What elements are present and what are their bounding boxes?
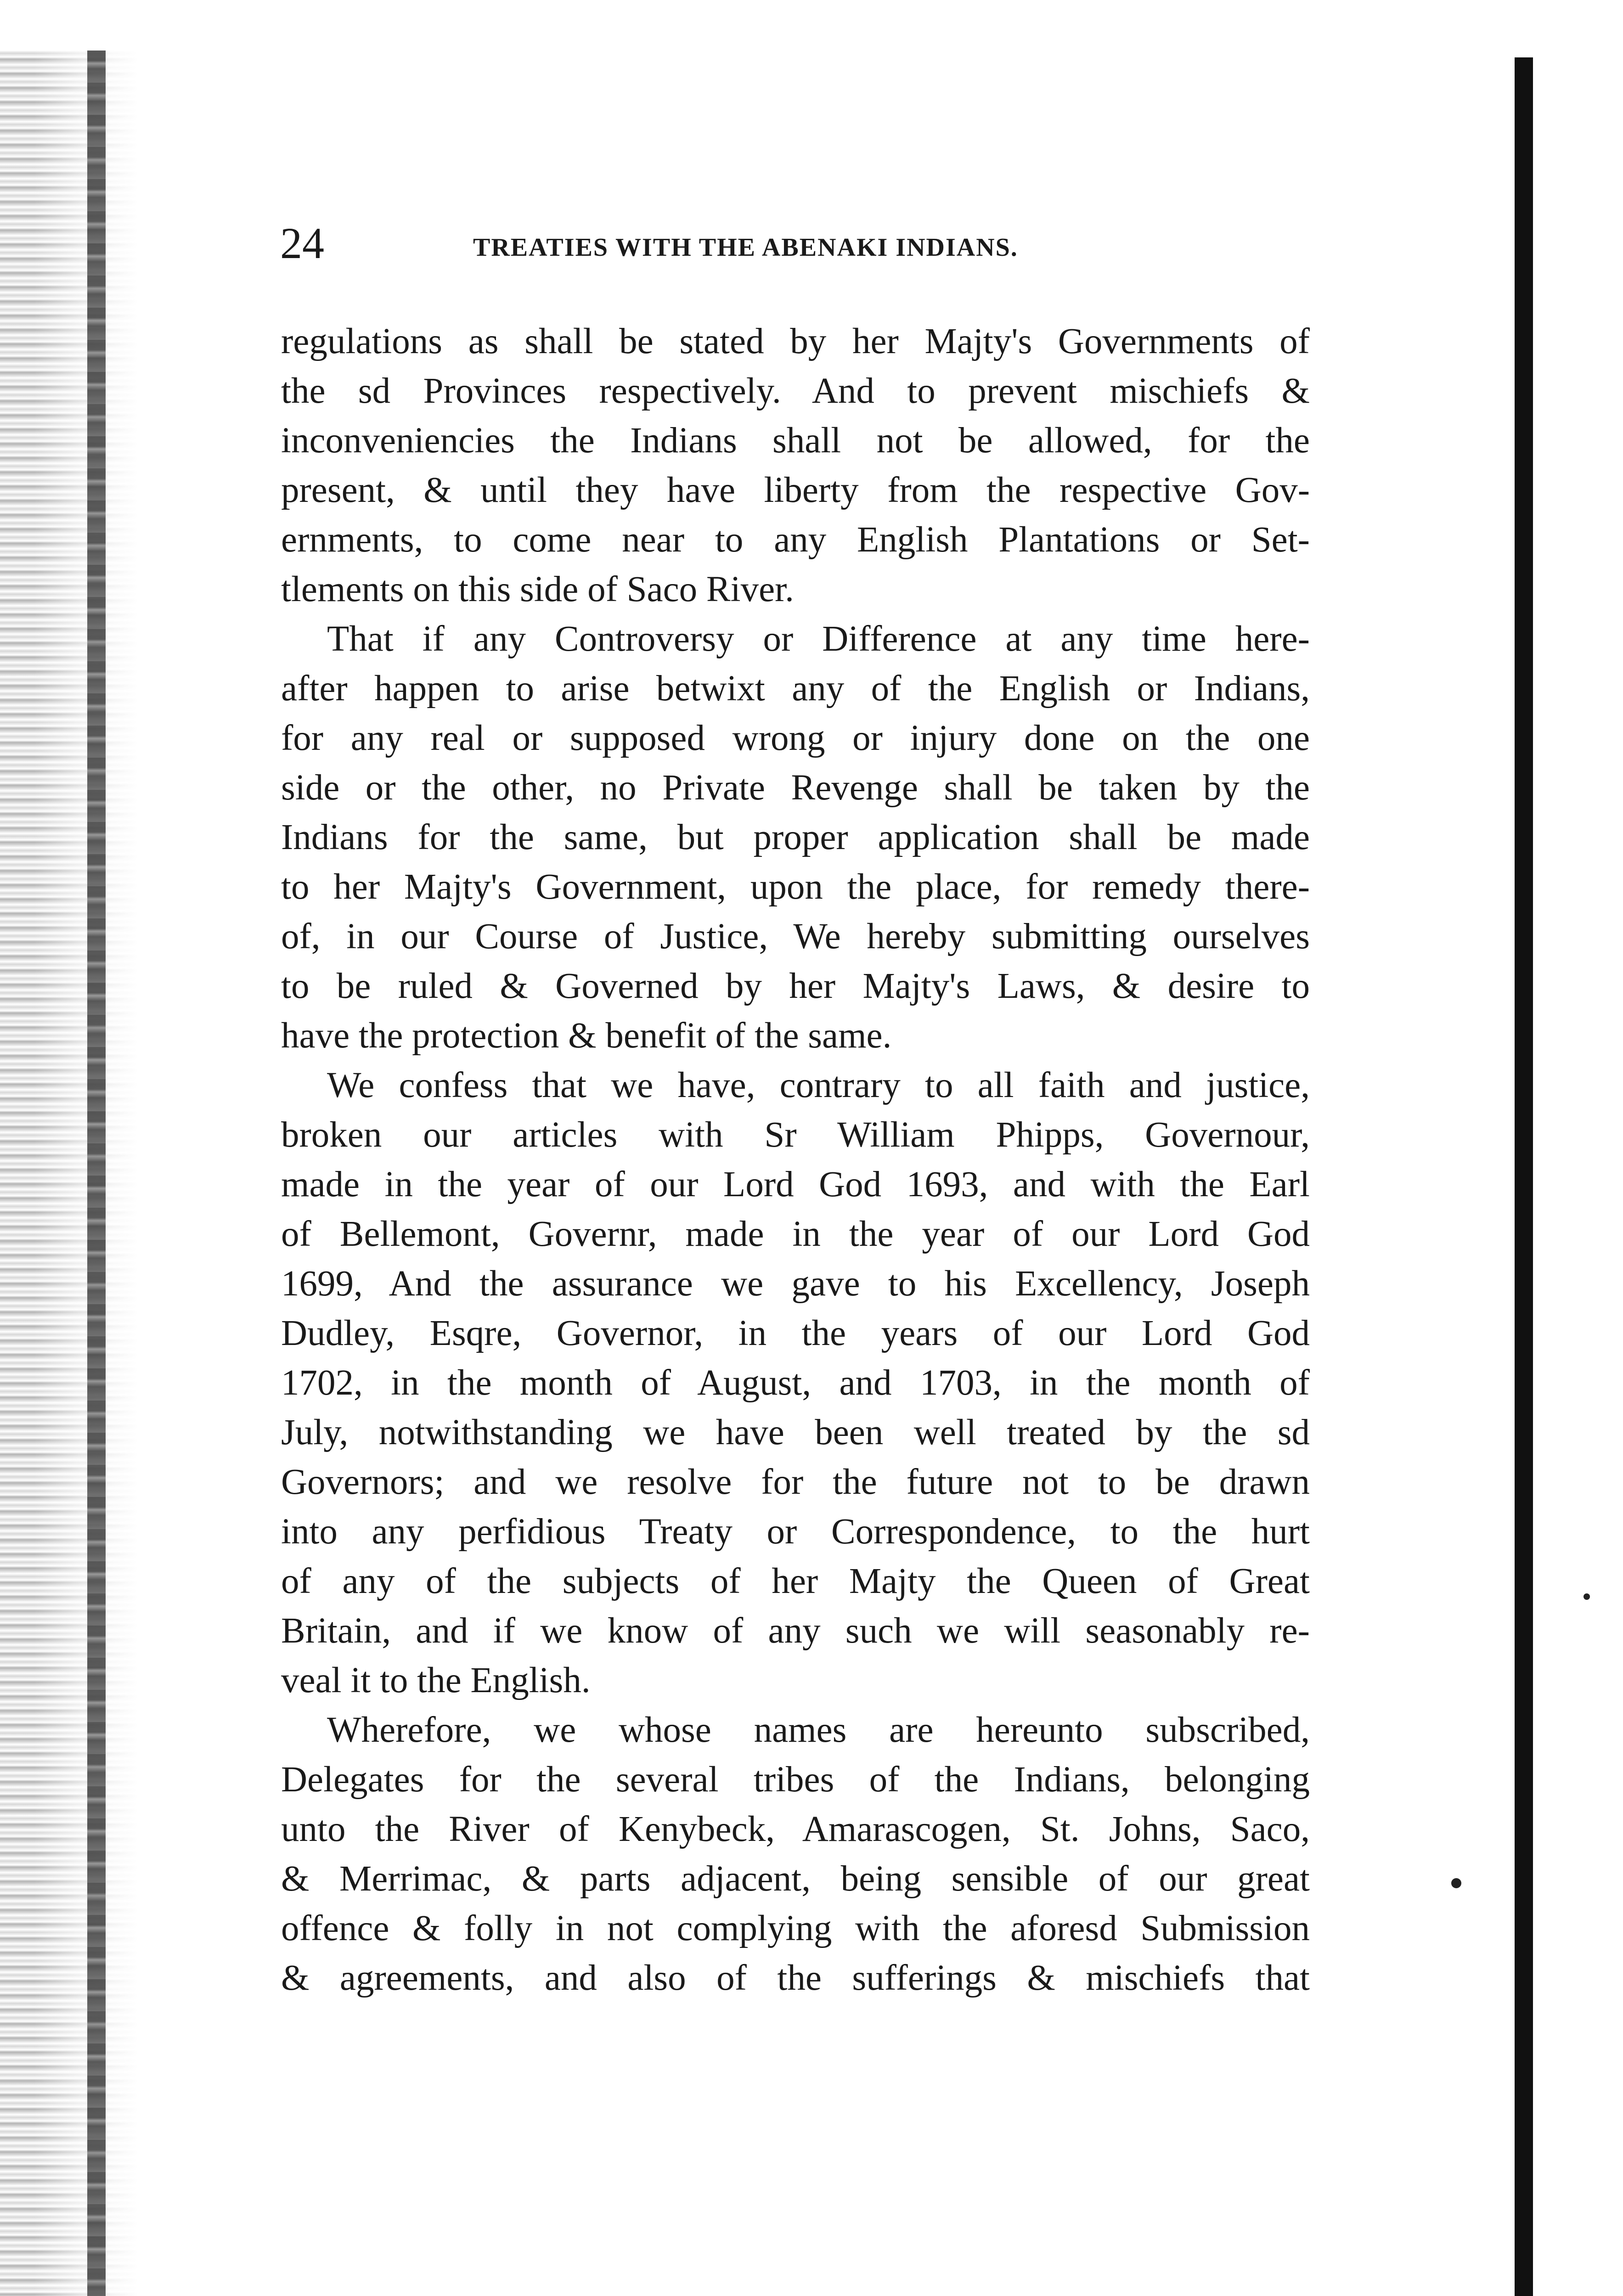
text-line: & Merrimac, & parts adjacent, being sensible of our great xyxy=(281,1859,1310,1899)
text-line: Wherefore, we whose names are hereunto subscribed, xyxy=(327,1710,1310,1750)
text-line: 1702, in the month of August, and 1703, in the month of xyxy=(281,1363,1310,1403)
text-line: 1699, And the assurance we gave to his Excellency, Joseph xyxy=(281,1264,1310,1304)
text-line: offence & folly in not complying with the aforesd Submission xyxy=(281,1908,1310,1948)
text-line: to be ruled & Governed by her Majty's Laws, & desire to xyxy=(281,966,1310,1006)
text-line: Delegates for the several tribes of the Indians, belonging xyxy=(281,1760,1310,1800)
scan-page-edge-right xyxy=(1515,57,1533,2296)
page-number: 24 xyxy=(280,219,324,268)
paragraph-1 xyxy=(281,317,1310,614)
scan-binding-edge-left xyxy=(0,51,138,2296)
scan-speck xyxy=(1584,1593,1590,1600)
running-title: TREATIES WITH THE ABENAKI INDIANS. xyxy=(473,233,1018,262)
scan-speck xyxy=(1451,1878,1461,1888)
text-line: of, in our Course of Justice, We hereby submitting ourselves xyxy=(281,917,1310,957)
text-line: Indians for the same, but proper application shall be made xyxy=(281,817,1310,857)
body-text xyxy=(281,317,1310,2003)
page-header xyxy=(280,216,1286,285)
text-line: That if any Controversy or Difference at any time here- xyxy=(327,619,1310,659)
text-line: & agreements, and also of the sufferings & mischiefs that xyxy=(281,1958,1310,1998)
text-line: Governors; and we resolve for the future not to be drawn xyxy=(281,1462,1310,1502)
text-line: July, notwithstanding we have been well treated by the sd xyxy=(281,1412,1310,1452)
text-line: to her Majty's Government, upon the place, for remedy there- xyxy=(281,867,1310,907)
text-line: side or the other, no Private Revenge shall be taken by the xyxy=(281,768,1310,808)
text-line: have the protection & benefit of the same. xyxy=(281,1016,892,1056)
text-line: for any real or supposed wrong or injury done on the one xyxy=(281,718,1310,758)
text-line: regulations as shall be stated by her Majty's Governments of xyxy=(281,321,1310,361)
text-line: We confess that we have, contrary to all faith and justice, xyxy=(327,1065,1310,1105)
text-line: of Bellemont, Governr, made in the year of our Lord God xyxy=(281,1214,1310,1254)
text-line: veal it to the English. xyxy=(281,1660,591,1700)
paragraph-3 xyxy=(281,1061,1310,1705)
text-line: into any perfidious Treaty or Correspondence, to the hurt xyxy=(281,1512,1310,1552)
text-line: the sd Provinces respectively. And to prevent mischiefs & xyxy=(281,371,1310,411)
text-line: tlements on this side of Saco River. xyxy=(281,569,794,609)
text-line: present, & until they have liberty from the respective Gov- xyxy=(281,470,1310,510)
text-line: after happen to arise betwixt any of the English or Indians, xyxy=(281,669,1310,709)
paragraph-4 xyxy=(281,1705,1310,2003)
text-line: Britain, and if we know of any such we will seasonably re- xyxy=(281,1611,1310,1651)
text-line: broken our articles with Sr William Phipps, Governour, xyxy=(281,1115,1310,1155)
text-line: ernments, to come near to any English Plantations or Set- xyxy=(281,520,1310,560)
text-line: of any of the subjects of her Majty the Queen of Great xyxy=(281,1561,1310,1601)
paragraph-2 xyxy=(281,614,1310,1061)
text-line: inconveniencies the Indians shall not be allowed, for the xyxy=(281,421,1310,461)
text-line: Dudley, Esqre, Governor, in the years of our Lord God xyxy=(281,1313,1310,1353)
text-line: unto the River of Kenybeck, Amarascogen, St. Johns, Saco, xyxy=(281,1809,1310,1849)
scan-binding-shadow xyxy=(87,51,106,2296)
text-line: made in the year of our Lord God 1693, and with the Earl xyxy=(281,1165,1310,1204)
